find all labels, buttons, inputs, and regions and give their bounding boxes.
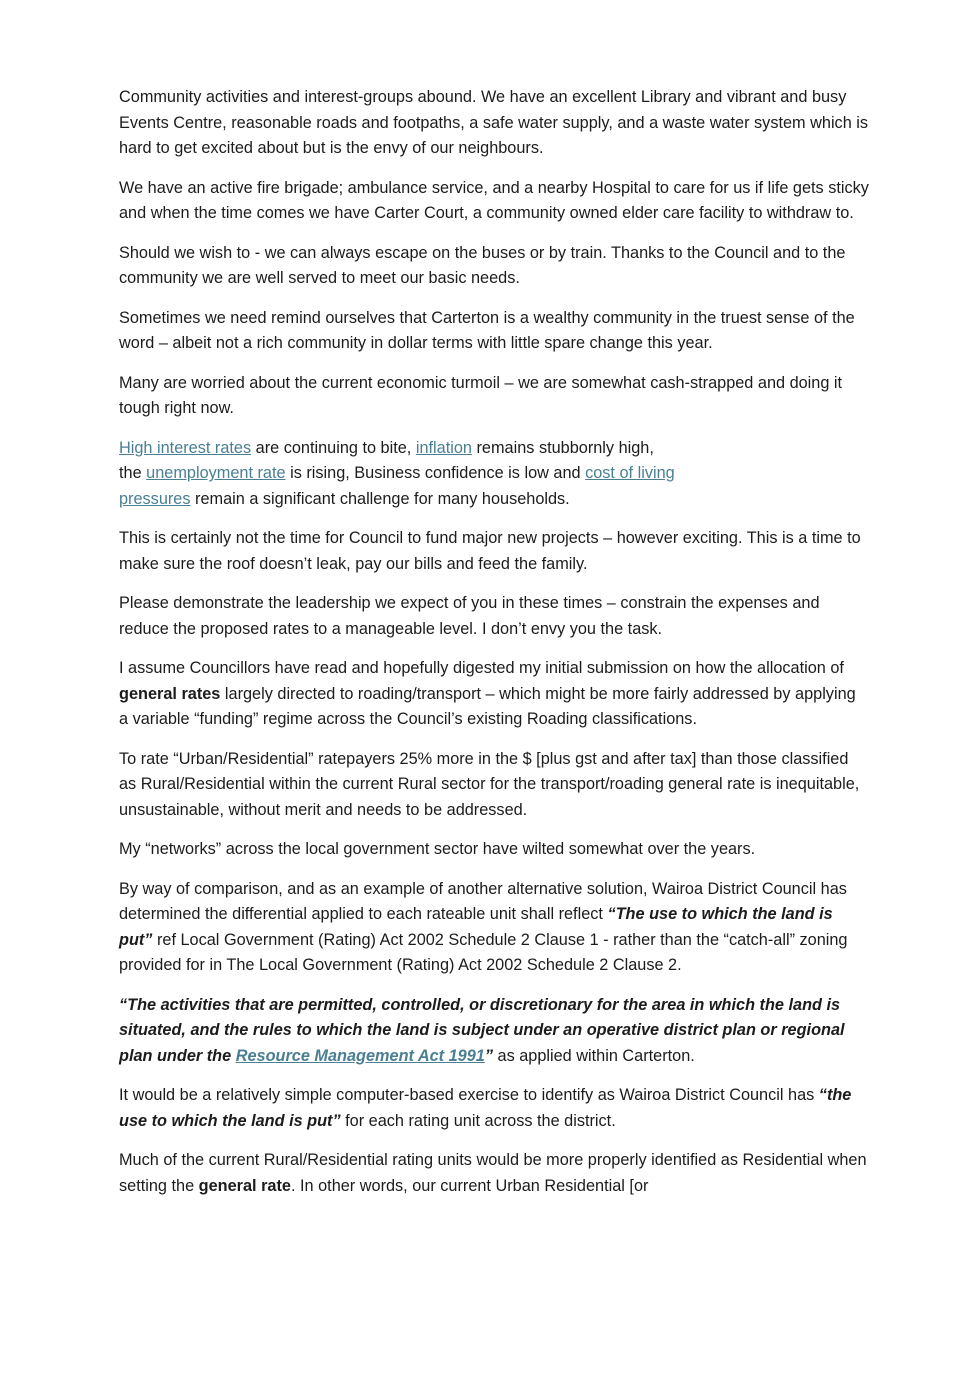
paragraph-urban-residential: To rate “Urban/Residential” ratepayers 25% more in the $ [plus gst and after tax] than those classified as Rural/Residential within the current Rural sector for the transport/roading general rate is inequitable, unsustainable, without merit and needs to be addressed. <box>119 749 860 819</box>
quote-activities: “The activities that are permitted, controlled, or discretionary for the area in which the land is situated, and the rules to which the land is subject under an operative district plan or regional plan under the <box>119 995 845 1065</box>
text-segment: remains stubbornly high, <box>471 438 654 457</box>
link-inflation[interactable]: inflation <box>415 438 472 457</box>
paragraph-no-major-projects: This is certainly not the time for Council to fund major new projects – however exciting. This is a time to make sure the roof doesn’t leak, pay our bills and feed the family. <box>119 529 861 573</box>
paragraph-wealthy-community: Sometimes we need remind ourselves that Carterton is a wealthy community in the truest sense of the word – albeit not a rich community in dollar terms with little spare change this year. <box>119 308 855 353</box>
paragraph-leadership: Please demonstrate the leadership we expect of you in these times – constrain the expenses and reduce the proposed rates to a manageable level. I don’t envy you the task. <box>119 594 820 638</box>
paragraph-community: Community activities and interest-groups abound. We have an excellent Library and vibrant and busy Events Centre, reasonable roads and footpaths, a safe water supply, and a waste water system which is hard to get excited about but is the envy of our neighbours. <box>119 88 869 158</box>
text-segment: the <box>119 464 147 483</box>
paragraph-services: We have an active fire brigade; ambulance service, and a nearby Hospital to care for us if life gets sticky and when the time comes we have Carter Court, a community owned elder care facility to withdraw to. <box>119 178 869 223</box>
link-cost-of-living[interactable]: cost of living <box>585 464 675 483</box>
paragraph-rural-residential <box>119 1148 869 1199</box>
text-segment: for each rating unit across the district. <box>340 1111 616 1130</box>
paragraph-computer-exercise <box>119 1083 869 1134</box>
text-segment: as applied within Carterton. <box>492 1046 695 1065</box>
bold-general-rate: general rate <box>198 1176 291 1195</box>
link-high-interest-rates[interactable]: High interest rates <box>119 438 252 457</box>
paragraph-wairoa-comparison <box>119 877 869 979</box>
link-unemployment-rate[interactable]: unemployment rate <box>146 464 286 483</box>
text-segment: . In other words, our current Urban Residential [or <box>290 1176 649 1195</box>
document-body <box>119 85 869 1213</box>
text-segment: is rising, Business confidence is low and <box>285 464 586 483</box>
text-segment: are continuing to bite, <box>251 438 416 457</box>
text-segment: ref Local Government (Rating) Act 2002 Schedule 2 Clause 1 - rather than the “catch-all” zoning provided for in The Local Government (Rating) Act 2002 Schedule 2 Clause 2. <box>119 930 848 975</box>
bold-general-rates: general rates <box>119 684 221 703</box>
link-resource-management-act[interactable]: Resource Management Act 1991 <box>235 1046 485 1065</box>
text-segment: Much of the current Rural/Residential rating units would be more properly identified as Residential when setting the <box>119 1151 867 1195</box>
quote-land-use-2: “the use to which the land is put” <box>119 1086 852 1130</box>
quote-land-use: “The use to which the land is put” <box>119 905 833 949</box>
link-cost-of-living-pressures[interactable]: pressures <box>119 489 191 508</box>
paragraph-economic-indicators <box>119 436 869 513</box>
text-segment: I assume Councillors have read and hopefully digested my initial submission on how the allocation of <box>119 659 844 678</box>
text-segment: It would be a relatively simple computer-based exercise to identify as Wairoa District Council has <box>119 1086 819 1105</box>
paragraph-networks: My “networks” across the local government sector have wilted somewhat over the years. <box>119 840 756 859</box>
paragraph-rma-quote <box>119 993 869 1070</box>
paragraph-general-rates <box>119 656 869 733</box>
text-segment: By way of comparison, and as an example of another alternative solution, Wairoa District Council has determined the differential applied to each rateable unit shall reflect <box>119 879 847 924</box>
paragraph-transport: Should we wish to - we can always escape on the buses or by train. Thanks to the Council and to the community we are well served to meet our basic needs. <box>119 243 846 288</box>
text-segment: remain a significant challenge for many households. <box>190 489 570 508</box>
quote-close: ” <box>484 1046 493 1065</box>
paragraph-economic-turmoil: Many are worried about the current economic turmoil – we are somewhat cash-strapped and doing it tough right now. <box>119 373 843 418</box>
text-segment: largely directed to roading/transport – which might be more fairly addressed by applying a variable “funding” regime across the Council’s existing Roading classifications. <box>119 684 856 729</box>
